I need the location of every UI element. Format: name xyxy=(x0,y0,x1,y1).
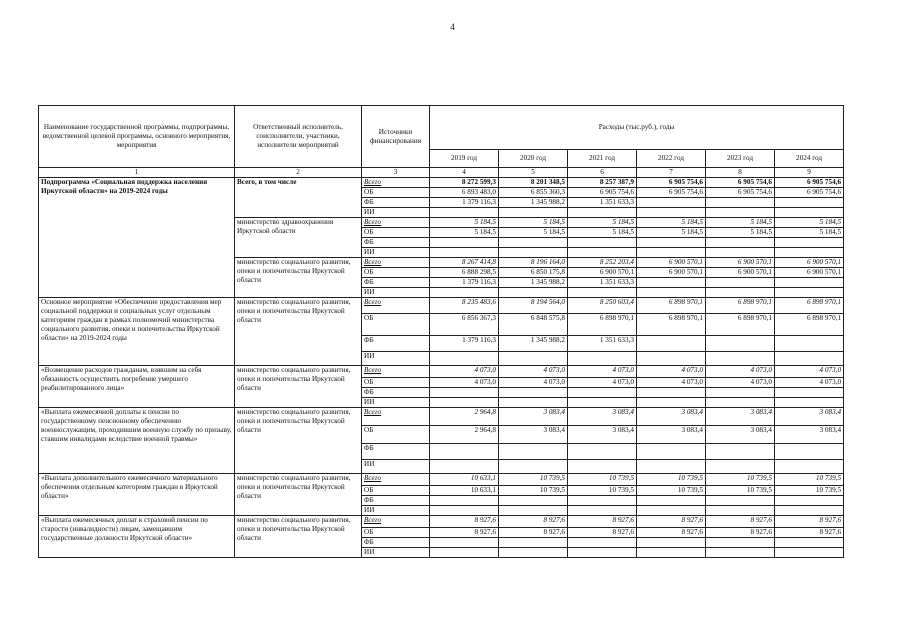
value-cell: 10 633,1 xyxy=(430,486,499,496)
value-cell xyxy=(637,288,706,298)
header-year: 2024 год xyxy=(775,150,844,168)
value-cell: 4 073,0 xyxy=(568,366,637,378)
value-cell: 8 927,6 xyxy=(499,516,568,528)
source-cell: ФБ xyxy=(362,238,430,248)
responsible-cell: министерство социального развития, опеки и попечительства Иркутской области xyxy=(235,258,362,298)
value-cell: 3 083,4 xyxy=(637,408,706,426)
value-cell: 1 345 988,2 xyxy=(499,278,568,288)
value-cell xyxy=(775,388,844,398)
value-cell: 4 073,0 xyxy=(775,378,844,388)
value-cell: 8 252 203,4 xyxy=(568,258,637,268)
value-cell: 5 184,5 xyxy=(430,218,499,228)
value-cell xyxy=(499,288,568,298)
value-cell xyxy=(499,352,568,366)
header-year: 2023 год xyxy=(706,150,775,168)
value-cell: 8 201 348,5 xyxy=(499,178,568,188)
value-cell: 4 073,0 xyxy=(499,366,568,378)
value-cell: 5 184,5 xyxy=(775,218,844,228)
value-cell: 6 905 754,6 xyxy=(775,188,844,198)
value-cell: 4 073,0 xyxy=(430,378,499,388)
value-cell: 6 898 970,1 xyxy=(706,298,775,314)
value-cell: 6 900 570,1 xyxy=(706,268,775,278)
source-cell: Всего xyxy=(362,474,430,486)
measure-name: «Выплата ежемесячной доплаты к пенсии по государственному пенсионному обеспечению военнослужащим, проходившим военную службу по призыву, ставшим инвалидами вследствие военной травмы» xyxy=(39,408,235,474)
value-cell xyxy=(706,248,775,258)
value-cell: 8 927,6 xyxy=(637,528,706,538)
value-cell xyxy=(568,398,637,408)
value-cell: 6 898 970,1 xyxy=(775,298,844,314)
value-cell xyxy=(775,538,844,548)
value-cell xyxy=(706,460,775,474)
value-cell: 10 739,5 xyxy=(775,474,844,486)
value-cell: 8 927,6 xyxy=(430,516,499,528)
value-cell: 6 898 970,1 xyxy=(775,314,844,336)
value-cell xyxy=(568,388,637,398)
value-cell xyxy=(775,460,844,474)
value-cell: 10 739,5 xyxy=(637,486,706,496)
source-cell: Всего xyxy=(362,298,430,314)
value-cell xyxy=(499,238,568,248)
header-year: 2022 год xyxy=(637,150,706,168)
value-cell: 5 184,5 xyxy=(568,218,637,228)
value-cell xyxy=(430,288,499,298)
source-cell: ОБ xyxy=(362,228,430,238)
value-cell: 10 739,5 xyxy=(568,486,637,496)
value-cell: 5 184,5 xyxy=(430,228,499,238)
value-cell: 6 900 570,1 xyxy=(637,268,706,278)
value-cell: 10 739,5 xyxy=(706,474,775,486)
value-cell xyxy=(637,460,706,474)
value-cell xyxy=(637,496,706,506)
value-cell: 6 898 970,1 xyxy=(637,314,706,336)
measure-name: Основное мероприятие «Обеспечение предоставления мер социальной поддержки и социальных услуг отдельным категориям граждан в рамках полномочий министерства социального развития, опеки и попечительства Иркутской области» на 2019-2024 годы xyxy=(39,298,235,366)
value-cell: 3 083,4 xyxy=(775,408,844,426)
value-cell: 8 927,6 xyxy=(430,528,499,538)
value-cell xyxy=(430,460,499,474)
source-cell: ОБ xyxy=(362,268,430,278)
source-cell: ФБ xyxy=(362,496,430,506)
column-index: 5 xyxy=(499,168,568,178)
value-cell xyxy=(637,398,706,408)
value-cell xyxy=(775,208,844,218)
column-index: 8 xyxy=(706,168,775,178)
value-cell: 6 900 570,1 xyxy=(775,268,844,278)
column-index: 7 xyxy=(637,168,706,178)
source-cell: ОБ xyxy=(362,314,430,336)
value-cell: 8 927,6 xyxy=(706,516,775,528)
page-number: 4 xyxy=(450,22,455,32)
value-cell: 6 905 754,6 xyxy=(775,178,844,188)
value-cell xyxy=(637,336,706,352)
value-cell: 6 898 970,1 xyxy=(706,314,775,336)
value-cell xyxy=(775,444,844,460)
value-cell: 4 073,0 xyxy=(637,378,706,388)
value-cell: 5 184,5 xyxy=(637,228,706,238)
value-cell xyxy=(430,238,499,248)
value-cell: 5 184,5 xyxy=(499,218,568,228)
table-row xyxy=(39,516,844,528)
value-cell: 4 073,0 xyxy=(706,366,775,378)
column-index: 3 xyxy=(362,168,430,178)
value-cell xyxy=(568,496,637,506)
value-cell xyxy=(499,538,568,548)
value-cell: 5 184,5 xyxy=(775,228,844,238)
value-cell: 6 893 483,0 xyxy=(430,188,499,198)
value-cell: 4 073,0 xyxy=(706,378,775,388)
value-cell: 6 850 175,8 xyxy=(499,268,568,278)
value-cell xyxy=(430,548,499,558)
source-cell: Всего xyxy=(362,408,430,426)
value-cell: 10 739,5 xyxy=(637,474,706,486)
value-cell: 3 083,4 xyxy=(499,408,568,426)
source-cell: Всего xyxy=(362,178,430,188)
value-cell: 1 379 116,3 xyxy=(430,336,499,352)
value-cell xyxy=(706,506,775,516)
value-cell xyxy=(775,506,844,516)
value-cell xyxy=(568,288,637,298)
value-cell xyxy=(499,548,568,558)
value-cell xyxy=(775,352,844,366)
value-cell: 6 900 570,1 xyxy=(775,258,844,268)
source-cell: ИИ xyxy=(362,208,430,218)
value-cell: 8 927,6 xyxy=(499,528,568,538)
value-cell: 6 856 367,3 xyxy=(430,314,499,336)
value-cell xyxy=(637,352,706,366)
source-cell: ОБ xyxy=(362,426,430,444)
value-cell: 8 235 483,6 xyxy=(430,298,499,314)
source-cell: Всего xyxy=(362,516,430,528)
value-cell: 1 345 988,2 xyxy=(499,336,568,352)
source-cell: ИИ xyxy=(362,352,430,366)
value-cell xyxy=(568,248,637,258)
source-cell: ИИ xyxy=(362,248,430,258)
value-cell xyxy=(499,208,568,218)
value-cell: 1 379 116,3 xyxy=(430,198,499,208)
value-cell: 8 257 387,9 xyxy=(568,178,637,188)
value-cell: 5 184,5 xyxy=(706,228,775,238)
source-cell: ИИ xyxy=(362,288,430,298)
value-cell xyxy=(637,208,706,218)
source-cell: Всего xyxy=(362,218,430,228)
header-expenses: Расходы (тыс.руб.), годы xyxy=(430,106,844,150)
value-cell xyxy=(706,336,775,352)
source-cell: ФБ xyxy=(362,336,430,352)
value-cell: 6 905 754,6 xyxy=(637,178,706,188)
value-cell xyxy=(568,538,637,548)
value-cell: 8 272 599,3 xyxy=(430,178,499,188)
source-cell: ФБ xyxy=(362,444,430,460)
value-cell: 6 888 298,5 xyxy=(430,268,499,278)
value-cell: 6 900 570,1 xyxy=(706,258,775,268)
value-cell xyxy=(568,460,637,474)
value-cell xyxy=(430,248,499,258)
value-cell xyxy=(706,352,775,366)
value-cell: 4 073,0 xyxy=(775,366,844,378)
value-cell: 2 964,8 xyxy=(430,408,499,426)
value-cell xyxy=(637,388,706,398)
source-cell: ИИ xyxy=(362,460,430,474)
value-cell xyxy=(775,248,844,258)
source-cell: ФБ xyxy=(362,198,430,208)
value-cell: 3 083,4 xyxy=(706,426,775,444)
value-cell xyxy=(499,444,568,460)
table-row xyxy=(39,298,844,314)
value-cell xyxy=(706,288,775,298)
value-cell: 1 351 633,3 xyxy=(568,336,637,352)
source-cell: ФБ xyxy=(362,538,430,548)
column-index: 9 xyxy=(775,168,844,178)
source-cell: ИИ xyxy=(362,398,430,408)
source-cell: ОБ xyxy=(362,486,430,496)
value-cell xyxy=(706,444,775,460)
value-cell xyxy=(775,278,844,288)
value-cell: 8 927,6 xyxy=(706,528,775,538)
value-cell xyxy=(430,496,499,506)
value-cell xyxy=(568,548,637,558)
value-cell xyxy=(637,548,706,558)
value-cell: 3 083,4 xyxy=(706,408,775,426)
value-cell: 6 905 754,6 xyxy=(637,188,706,198)
value-cell xyxy=(499,506,568,516)
value-cell: 3 083,4 xyxy=(568,408,637,426)
value-cell: 2 964,8 xyxy=(430,426,499,444)
value-cell xyxy=(430,444,499,460)
value-cell xyxy=(499,248,568,258)
value-cell: 10 739,5 xyxy=(775,486,844,496)
value-cell xyxy=(706,496,775,506)
value-cell xyxy=(775,398,844,408)
value-cell: 10 739,5 xyxy=(706,486,775,496)
responsible-cell: министерство социального развития, опеки и попечительства Иркутской области xyxy=(235,516,362,558)
value-cell xyxy=(775,238,844,248)
responsible-cell: Всего, в том числе xyxy=(235,178,362,218)
value-cell xyxy=(775,288,844,298)
value-cell xyxy=(706,208,775,218)
source-cell: ОБ xyxy=(362,378,430,388)
value-cell xyxy=(430,538,499,548)
value-cell: 8 250 603,4 xyxy=(568,298,637,314)
value-cell xyxy=(706,538,775,548)
header-year: 2020 год xyxy=(499,150,568,168)
value-cell xyxy=(637,238,706,248)
value-cell: 1 379 116,3 xyxy=(430,278,499,288)
header-sources: Источники финансирования xyxy=(362,106,430,168)
source-cell: Всего xyxy=(362,366,430,378)
value-cell xyxy=(430,208,499,218)
header-year: 2021 год xyxy=(568,150,637,168)
value-cell: 8 194 564,0 xyxy=(499,298,568,314)
value-cell: 6 855 360,3 xyxy=(499,188,568,198)
source-cell: ИИ xyxy=(362,506,430,516)
subprogram-name: Подпрограмма «Социальная поддержка населения Иркутской области» на 2019-2024 годы xyxy=(39,178,235,298)
table-row xyxy=(39,178,844,188)
value-cell: 5 184,5 xyxy=(706,218,775,228)
value-cell: 6 848 575,8 xyxy=(499,314,568,336)
source-cell: ФБ xyxy=(362,388,430,398)
value-cell xyxy=(430,388,499,398)
value-cell: 6 898 970,1 xyxy=(568,314,637,336)
value-cell: 3 083,4 xyxy=(568,426,637,444)
value-cell: 5 184,5 xyxy=(637,218,706,228)
responsible-cell: министерство социального развития, опеки и попечительства Иркутской области xyxy=(235,298,362,366)
value-cell xyxy=(499,496,568,506)
value-cell xyxy=(637,506,706,516)
value-cell: 8 927,6 xyxy=(568,528,637,538)
value-cell xyxy=(706,238,775,248)
value-cell xyxy=(706,548,775,558)
column-index: 6 xyxy=(568,168,637,178)
value-cell xyxy=(430,506,499,516)
value-cell xyxy=(706,398,775,408)
column-index: 2 xyxy=(235,168,362,178)
value-cell xyxy=(775,336,844,352)
value-cell: 1 351 633,3 xyxy=(568,198,637,208)
budget-table xyxy=(38,105,844,558)
value-cell xyxy=(706,388,775,398)
value-cell xyxy=(430,352,499,366)
column-index: 4 xyxy=(430,168,499,178)
value-cell: 5 184,5 xyxy=(499,228,568,238)
table-row xyxy=(39,366,844,378)
value-cell xyxy=(637,198,706,208)
table-body xyxy=(39,178,844,558)
value-cell: 5 184,5 xyxy=(568,228,637,238)
source-cell: ФБ xyxy=(362,278,430,288)
value-cell: 8 927,6 xyxy=(568,516,637,528)
value-cell xyxy=(499,398,568,408)
source-cell: Всего xyxy=(362,258,430,268)
measure-name: «Возмещение расходов гражданам, взявшим на себя обязанность осуществить погребение умершего реабилитированного лица» xyxy=(39,366,235,408)
value-cell: 6 905 754,6 xyxy=(568,188,637,198)
value-cell xyxy=(706,198,775,208)
value-cell xyxy=(706,278,775,288)
value-cell xyxy=(775,198,844,208)
value-cell xyxy=(499,460,568,474)
value-cell: 8 267 414,8 xyxy=(430,258,499,268)
value-cell xyxy=(775,496,844,506)
value-cell: 8 927,6 xyxy=(637,516,706,528)
value-cell: 10 633,1 xyxy=(430,474,499,486)
source-cell: ОБ xyxy=(362,528,430,538)
value-cell: 4 073,0 xyxy=(637,366,706,378)
value-cell xyxy=(775,548,844,558)
value-cell xyxy=(637,278,706,288)
value-cell: 3 083,4 xyxy=(637,426,706,444)
value-cell xyxy=(568,352,637,366)
value-cell xyxy=(637,538,706,548)
value-cell: 4 073,0 xyxy=(568,378,637,388)
header-name: Наименование государственной программы, подпрограммы, ведомственной целевой программы, основного мероприятия, мероприятия xyxy=(39,106,235,168)
value-cell: 8 196 164,0 xyxy=(499,258,568,268)
responsible-cell: министерство социального развития, опеки и попечительства Иркутской области xyxy=(235,408,362,474)
measure-name: «Выплата дополнительного ежемесячного материального обеспечения отдельным категориям граждан в Иркутской области» xyxy=(39,474,235,516)
responsible-cell: министерство социального развития, опеки и попечительства Иркутской области xyxy=(235,366,362,408)
value-cell: 3 083,4 xyxy=(499,426,568,444)
value-cell: 3 083,4 xyxy=(775,426,844,444)
value-cell xyxy=(568,506,637,516)
value-cell: 8 927,6 xyxy=(775,528,844,538)
value-cell: 8 927,6 xyxy=(775,516,844,528)
column-index: 1 xyxy=(39,168,235,178)
table-row xyxy=(39,474,844,486)
value-cell: 1 345 988,2 xyxy=(499,198,568,208)
value-cell xyxy=(568,208,637,218)
responsible-cell: министерство здравоохранения Иркутской области xyxy=(235,218,362,258)
value-cell xyxy=(568,238,637,248)
header-year: 2019 год xyxy=(430,150,499,168)
source-cell: ОБ xyxy=(362,188,430,198)
value-cell xyxy=(637,248,706,258)
source-cell: ИИ xyxy=(362,548,430,558)
value-cell: 1 351 633,3 xyxy=(568,278,637,288)
value-cell: 10 739,5 xyxy=(568,474,637,486)
value-cell xyxy=(637,444,706,460)
header-responsible: Ответственный исполнитель, соисполнители, участники, исполнители мероприятий xyxy=(235,106,362,168)
responsible-cell: министерство социального развития, опеки и попечительства Иркутской области xyxy=(235,474,362,516)
value-cell: 6 898 970,1 xyxy=(637,298,706,314)
value-cell: 6 905 754,6 xyxy=(706,178,775,188)
value-cell: 10 739,5 xyxy=(499,474,568,486)
value-cell xyxy=(568,444,637,460)
value-cell xyxy=(499,388,568,398)
value-cell: 4 073,0 xyxy=(499,378,568,388)
measure-name: «Выплата ежемесячных доплат к страховой пенсии по старости (инвалидности) лицам, замещавшим государственные должности Иркутской области» xyxy=(39,516,235,558)
value-cell: 10 739,5 xyxy=(499,486,568,496)
value-cell: 6 900 570,1 xyxy=(637,258,706,268)
value-cell: 6 905 754,6 xyxy=(706,188,775,198)
value-cell: 6 900 570,1 xyxy=(568,268,637,278)
value-cell: 4 073,0 xyxy=(430,366,499,378)
table-row xyxy=(39,408,844,426)
value-cell xyxy=(430,398,499,408)
